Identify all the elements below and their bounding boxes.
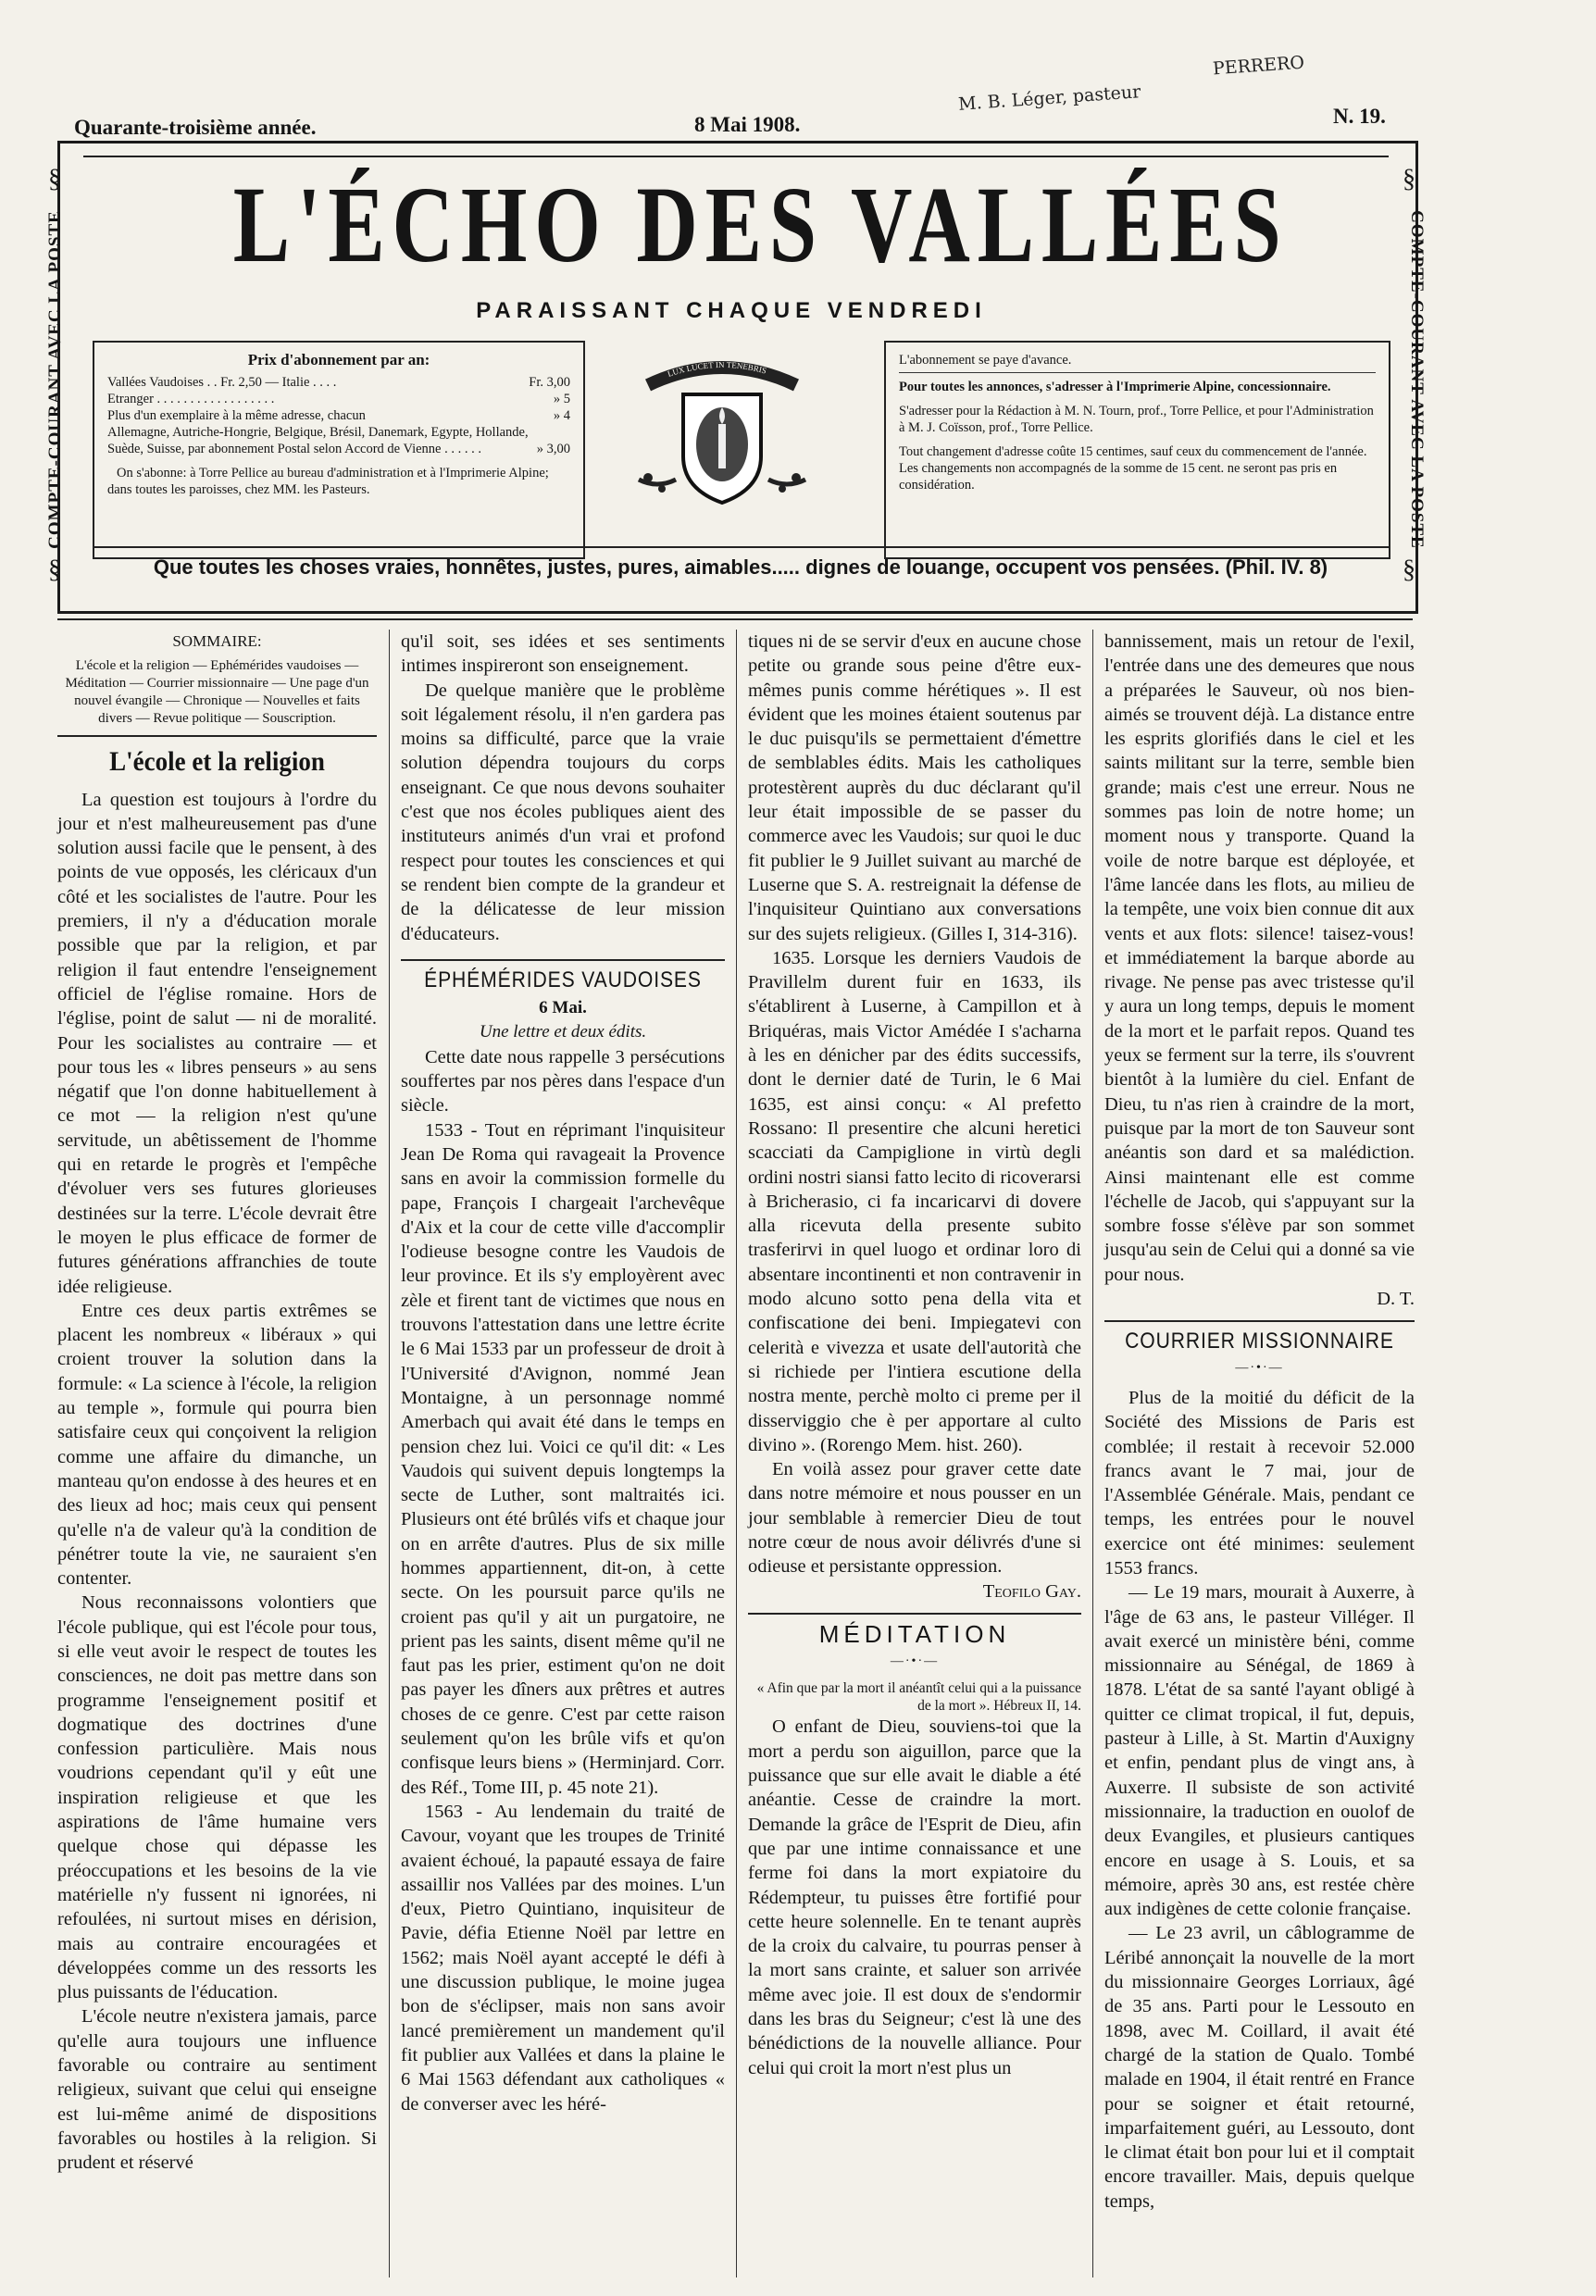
flourish-icon: —·•·— — [890, 1654, 940, 1669]
issue-number: N. 19. — [1333, 105, 1386, 128]
paragraph: Plus de la moitié du déficit de la Société des Missions de Paris est comblée; il restait à recevoir 52.000 francs avant le 7 mai, jour de l'Assemblée Générale. Mais, pendant ce temps, les entrées pour le nouvel exercice ont été minimes: seulement 1553 francs. — [1104, 1387, 1415, 1578]
masthead-inner-rule — [83, 156, 1389, 157]
subscription-note: On s'abonne: à Torre Pellice au bureau d'administration et à l'Imprimerie Alpine; dans toutes les paroisses, chez MM. les Pasteurs. — [107, 466, 549, 497]
signature: Teofilo Gay. — [982, 1580, 1081, 1602]
paragraph: bannissement, mais un retour de l'exil, l'entrée dans une des demeures que nous a préparées le Sauveur, où nos bien-aimés se trouvent déjà. La distance entre les esprits glorifiés dans le ciel et les saints militant sur la terre, semble bien grande; mais c'est une erreur. Nous ne sommes pas loin de notre home; un moment nous y transporte. Quand la voile de notre barque est déployée, et l'âme lancée dans les flots, au milieu de la tempête, une voix bien connue dit aux vents et aux flots: silence! taisez-vous! et immédiatement la barque aborde au rivage. Ne pense pas avec tristesse qu'il y aura un long temps, depuis le moment de la mort et le parfait repos. Quand tes yeux se ferment sur la terre, ils s'ouvrent bientôt à la lumière du ciel. Enfant de Dieu, tu n'as rien à craindre de la mort, puisque par la mort de ton Sauveur sont anéantis son dard et sa malédiction. Ainsi maintenant elle est comme l'échelle de Jacob, qui s'appuyant sur la sombre fosse s'élève par son sommet jusqu'au sein de Celui qui a donné sa vie pour nous. — [1104, 631, 1415, 1285]
newspaper-subtitle: PARAISSANT CHAQUE VENDREDI — [476, 298, 987, 323]
notice-box — [884, 341, 1390, 559]
paragraph: qu'il soit, ses idées et ses sentiments intimes inspireront son enseignement. — [401, 631, 725, 677]
section-heading: COURRIER MISSIONNAIRE — [1125, 1329, 1394, 1354]
notice-line: S'adresser pour la Rédaction à M. N. Tourn, prof., Torre Pellice, et pour l'Administration à M. J. Coïsson, prof., Torre Pellice. — [899, 404, 1374, 435]
paragraph: 1635. Lorsque les derniers Vaudois de Pravillelm durent fuir en 1633, ils s'établirent à Luserne, à Campillon et à Briquéras, mais Victor Amédée I s'acharna à les en dénicher par des édits successifs, dont le dernier daté de Turin, le 6 Mai 1635, est ainsi conçu: « Al prefetto Rossano: Il presentire che alcuni heretici scacciati da Campiglione in virtù degli ordini nostri siansi fatto lecito di ricoverarsi à Bricherasio, ci fa incaricarvi di dovere alla ricevuta della presente subito trasferirvi in quel luogo et ordinar loro di absentare incontinenti et non contravenir in modo alcuno sotto pena della vita et confiscatione dei beni. Impiegatevi con celerità e vivezza et usate dell'autorità che si richiede per l'intiera escutione della nostra mente, perchè molto ci preme per il disserviggio che è per apportare al culto divino ». (Rorengo Mem. hist. 260). — [748, 947, 1081, 1455]
scroll-ornament-icon: § — [1403, 165, 1415, 193]
ephemeris-date: 6 Mai. — [539, 998, 587, 1018]
notice-line: L'abonnement se paye d'avance. — [899, 352, 1376, 373]
masthead-motto: Que toutes les choses vraies, honnêtes, justes, pures, aimables..... dignes de louange, occupent vos pensées. (Phil. IV. 8) — [153, 555, 1328, 579]
paragraph: 1563 - Au lendemain du traité de Cavour, voyant que les troupes de Trinité avaient échoué, la papauté essaya de faire assaillir nos Vallées par des moines. L'un d'eux, Pietro Quintiano, inquisiteur de Pavie, défia Etienne Noël par lettre en 1562; mais Noël ayant accepté le défi à une discussion publique, le moine jugea bon de s'éclipser, mais non sans avoir lancé premièrement un mandement qu'il fit publier aux Vallées et dans la plaine le 6 Mai 1563 défendant aux catholiques « de converser avec les héré- — [401, 1801, 725, 2115]
candlestick-seal-icon — [611, 350, 833, 517]
paragraph: Entre ces deux partis extrêmes se placent les nombreux « libéraux » qui croient trouver la solution dans la formule: « La science à l'école, la religion au temple », formule qui pourra bien satisfaire ceux qui conçoivent la religion comme une affaire du dimanche, un manteau qu'on endosse à des heures et en des lieux ad hoc; mais ceux qui pensent qu'elle n'a de valeur qu'à la condition de pénétrer toute la vie, ne sauraient s'en contenter. — [57, 1300, 377, 1590]
paragraph: — Le 23 avril, un câblogramme de Léribé annonçait la nouvelle de la mort du missionnaire Georges Lorriaux, âgé de 35 ans. Parti pour le Lessouto en 1898, avec M. Coillard, il avait été chargé de la station de Qualo. Tombé malade en 1904, il était rentré en France pour se soigner et était retourné, imparfaitement guéri, au Lessouto, dont le climat était bon pour lui et il comptait encore travailler. Mais, depuis quelque temps, — [1104, 1923, 1415, 2212]
subscription-heading: Prix d'abonnement par an: — [247, 351, 430, 368]
paragraph: O enfant de Dieu, souviens-toi que la mort a perdu son aiguillon, parce que la puissance que sur elle avait le diable a été anéantie. Cesse de craindre la mort. Demande la grâce de l'Esprit de Dieu, afin que par une intime connaissance et une ferme foi dans la mort expiatoire du Rédempteur, tu puisses être fortifié pour cette heure solennelle. En te tenant auprès de la croix du calvaire, tu pourras penser à la mort sans crainte, et saluer son arrivée même avec joie. Il est doux de s'endormir dans les bras du Seigneur; c'est là une des bénédictions de la nouvelle alliance. Pour celui qui croit la mort n'est plus un — [748, 1716, 1081, 2078]
paragraph: 1533 - Tout en réprimant l'inquisiteur Jean De Roma qui ravageait la Provence sans en avoir la commission formelle du pape, François I chargeait l'archevêque d'Aix et la cour de cette ville d'accomplir l'odieuse besogne contre les Vaudois de leur province. Et ils s'y employèrent avec zèle et firent tant de victimes que nous en trouvons l'attestation dans une lettre écrite le 6 Mai 1533 par un professeur de droit à l'Université d'Avignon, nommé Jean Montaigne, à un personnage nommé Amerbach qui avait été dans le temps en pension chez lui. Voici ce qu'il dit: « Les Vaudois qui suivent depuis longtemps la secte de Luther, sont maltraités ici. Plusieurs ont été brûlés vifs et chaque jour on en arrête d'autres. Plus de six mille hommes appartiennent, dit-on, à cette secte. On les poursuit parce qu'ils ne croient pas qu'il y ait un purgatoire, ne prient pas les saints, disent même qu'il ne faut pas les prier, estiment qu'on ne doit pas payer les dîners aux prêtres et autres choses de ce genre. C'est par cette raison seulement qu'on les brûle vifs et qu'on confisque leurs biens » (Herminjard. Corr. des Réf., Tome III, p. 45 note 21). — [401, 1119, 725, 1798]
section-heading: ÉPHÉMÉRIDES VAUDOISES — [424, 967, 702, 992]
paragraph: — Le 19 mars, mourait à Auxerre, à l'âge de 63 ans, le pasteur Villéger. Il avait exercé un ministère béni, comme missionnaire au Sénégal, de 1869 à 1878. L'état de sa santé l'ayant obligé à quitter ce climat tropical, il fut, depuis, pasteur à Lille, à St. Martin d'Auxigny et enfin, pendant plus de vingt ans, à Auxerre. Il subsiste de son activité missionnaire, la traduction en ouolof de deux Evangiles, et plusieurs cantiques encore en usage à S. Louis, et sa mémoire, après 30 ans, est restée chère aux indigènes de cette colonie française. — [1104, 1582, 1415, 1920]
rate-row: Plus d'un exemplaire à la même adresse, chacun » 4 — [107, 408, 570, 423]
notice-line: Tout changement d'adresse coûte 15 centimes, sauf ceux du commencement de l'année. — [899, 444, 1367, 459]
paragraph: La question est toujours à l'ordre du jour et n'est malheureusement pas d'une solution aussi facile que le pensent, à des points de vue opposés, les cléricaux d'un côté et les socialistes de l'autre. Pour les premiers, il n'y a d'éducation morale possible que par la religion, et par religion il faut entendre l'enseignement officiel de l'église romaine. Hors de l'église, point de salut — ni de moralité. Pour les socialistes au contraire — et pour tous les « libres penseurs » au sens négatif que l'on donne habituellement à ce mot — la religion n'est qu'une servitude, un abêtissement de l'homme qui en retarde le progrès et l'empêche d'évoluer vers ses futures glorieuses destinées sur la terre. L'école devrait être le moyen le plus efficace de former de futures générations affranchies de toute idée religieuse. — [57, 789, 377, 1297]
article-heading: L'école et la religion — [109, 746, 325, 778]
emblem-motto: LUX LUCET IN TENEBRIS — [666, 359, 768, 379]
newspaper-title: L'ÉCHO DES VALLÉES — [232, 164, 1289, 285]
notice-line: Pour toutes les annonces, s'adresser à l'Imprimerie Alpine, concessionnaire. — [899, 380, 1331, 394]
paragraph: Nous reconnaissons volontiers que l'école publique, qui est l'école pour tous, si elle veut avoir le respect de toutes les consciences, ne doit pas mettre dans son programme l'enseignement positif et dogmatique des doctrines d'une confession particulière. Mais nous voudrions cependant qu'il y eût une inspiration religieuse et que les aspirations de l'âme humaine vers quelque chose qui dépasse les préoccupations et les besoins de la vie matérielle n'y fussent ni ignorées, ni refoulées, ni surtout mises en dérision, mais au contraire encouragées et développées comme un des ressorts les plus puissants de l'éducation. — [57, 1592, 377, 2003]
column-2 — [401, 630, 725, 2116]
rate-row: Vallées Vaudoises . . Fr. 2,50 — Italie . . . . Fr. 3,00 — [107, 375, 570, 390]
signature: D. T. — [1377, 1289, 1415, 1310]
scroll-ornament-icon: § — [1403, 555, 1415, 584]
paragraph: L'école neutre n'existera jamais, parce qu'elle aura toujours une influence favorable ou contraire au sentiment religieux, suivant que celui qui enseigne est lui-même animé de dispositions favorables ou hostiles à la religion. Si prudent et réservé — [57, 2006, 377, 2174]
section-rule — [57, 735, 377, 737]
epigraph: « Afin que par la mort il anéantît celui qui a la puissance de la mort ». Hébreux II, 14. — [756, 1680, 1081, 1715]
rate-row: Allemagne, Autriche-Hongrie, Belgique, Brésil, Danemark, Egypte, Hollande, Suède, Suisse, par abonnement Postal selon Accord de Vienne . . . . . . » 3,00 — [107, 425, 570, 456]
year-line: Quarante-troisième année. — [74, 116, 317, 139]
column-4 — [1104, 630, 1415, 2214]
section-heading: MÉDITATION — [818, 1619, 1011, 1648]
column-rule — [736, 630, 737, 2277]
motto-rule — [93, 546, 1389, 548]
ephemeris-subhead: Une lettre et deux édits. — [479, 1022, 647, 1042]
column-rule — [1092, 630, 1093, 2277]
rate-row: Etranger . . . . . . . . . . . . . . . . . . » 5 — [107, 392, 570, 406]
column-rule — [389, 630, 390, 2277]
paragraph: Cette date nous rappelle 3 persécutions souffertes par nos pères dans l'espace d'un siècle. — [401, 1046, 725, 1117]
handwritten-address-name: M. B. Léger, pasteur — [957, 81, 1141, 115]
sommaire: L'école et la religion — Ephémérides vaudoises — Méditation — Courrier missionnaire — Une page d'un nouvel évangile — Chronique — Nouvelles et faits divers — Revue politique — Souscription. — [65, 658, 369, 727]
paragraph: De quelque manière que le problème soit légalement résolu, il n'en gardera pas moins sa difficulté, parce que la vraie solution dépendra toujours du corps enseignant. Ce que nous devons souhaiter c'est que nos écoles publiques aient des instituteurs animés d'un vrai et profond respect pour toutes les consciences et qui se rendent bien compte de la grandeur et de la délicatesse de leur mission d'éducateurs. — [401, 680, 725, 944]
handwritten-address-town: PERRERO — [1212, 52, 1305, 80]
section-rule — [401, 959, 725, 961]
column-1 — [57, 630, 377, 2176]
flourish-icon: —·•·— — [1235, 1360, 1284, 1375]
subscription-box — [93, 341, 585, 559]
scroll-ornament-icon: § — [48, 165, 61, 193]
notice-line: Les changements non accompagnés de la somme de 15 cent. ne seront pas pris en considération. — [899, 461, 1338, 493]
section-rule — [748, 1613, 1081, 1615]
sommaire-title: SOMMAIRE: — [172, 632, 262, 650]
column-3 — [748, 630, 1081, 2080]
paragraph: tiques ni de se servir d'eux en aucune chose petite ou grande sous peine d'être eux-mêmes punis comme hérétiques ». Il est évident que les moines étaient soutenus par le duc puisqu'ils se permettaient d'émettre de semblables édits. Mais les catholiques protestèrent auprès du duc déclarant qu'il leur était impossible de se passer du commerce avec les Vaudois; sur quoi le duc fit publier le 9 Juillet suivant au marché de Luserne que S. A. restreignait la défense de l'inquisiteur Quintiano aux conversations sur des sujets religieux. (Gilles I, 314-316). — [748, 631, 1081, 944]
section-rule — [1104, 1320, 1415, 1322]
paragraph: En voilà assez pour graver cette date dans notre mémoire et nous pousser en un jour semblable à remercier Dieu de tout notre cœur de nous avoir délivrés d'une si odieuse et persistante oppression. — [748, 1459, 1081, 1578]
issue-date: 8 Mai 1908. — [694, 113, 801, 136]
masthead-bottom-rule — [57, 618, 1413, 620]
scroll-ornament-icon: § — [48, 555, 61, 584]
